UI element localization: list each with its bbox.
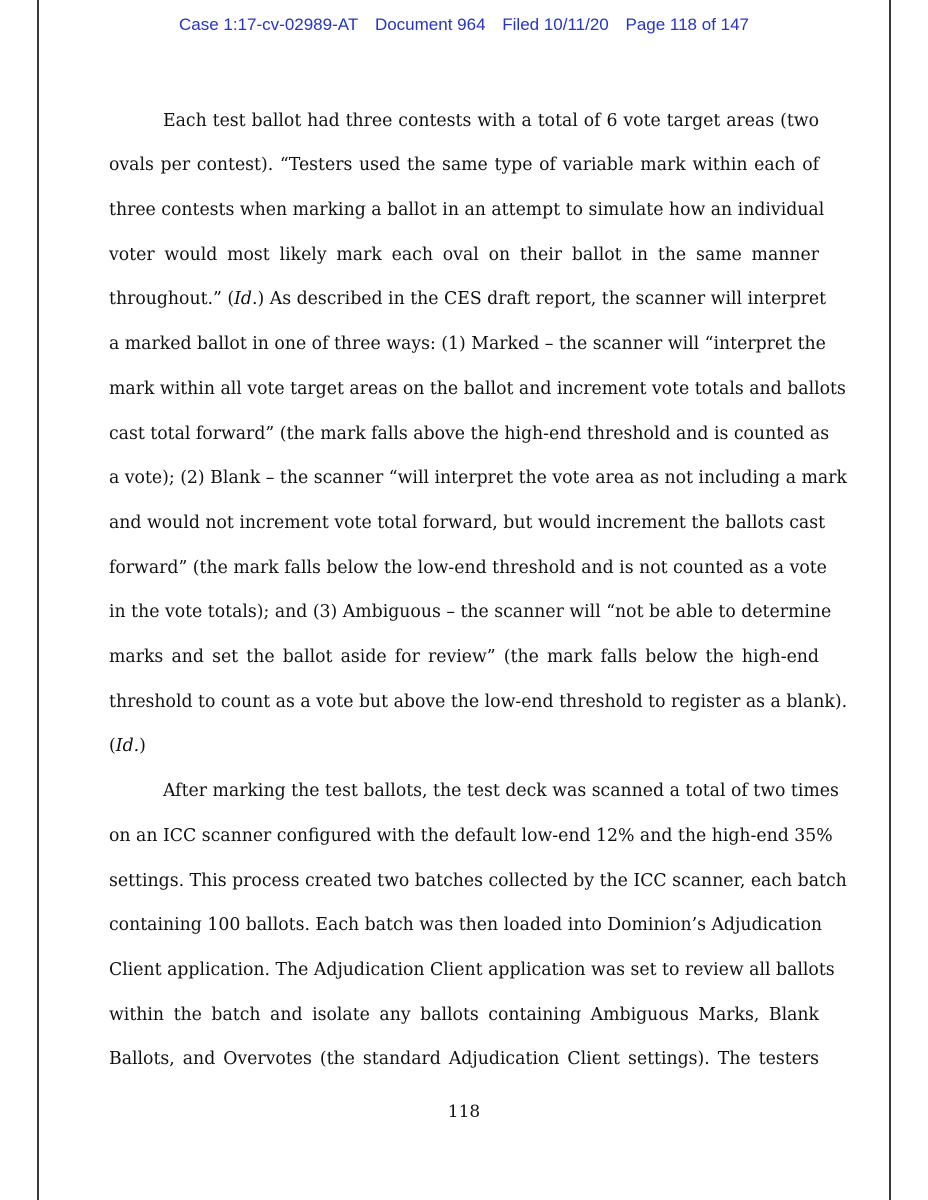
page-indicator: Page 118 of 147 bbox=[625, 15, 749, 34]
right-margin-rule bbox=[889, 0, 891, 1200]
paragraph-2-line-7: Ballots, and Overvotes (the standard Adjudication Client settings). The testers bbox=[109, 1049, 819, 1069]
paragraph-1-line-4: voter would most likely mark each oval on their ballot in the same manner bbox=[109, 245, 819, 265]
paragraph-1-line-15 bbox=[109, 731, 819, 761]
paragraph-1-line-11: forward” (the mark falls below the low-end threshold and is not counted as a vote bbox=[109, 558, 827, 578]
case-number: Case 1:17-cv-02989-AT bbox=[179, 15, 359, 34]
paragraph-1-line-12: in the vote totals); and (3) Ambiguous – the scanner will “not be able to determine bbox=[109, 602, 832, 622]
left-margin-rule bbox=[37, 0, 39, 1200]
text-segment: throughout.” ( bbox=[109, 289, 235, 309]
paragraph-2-line-5: Client application. The Adjudication Client application was set to review all ballots bbox=[109, 960, 835, 980]
paragraph-1-line-3: three contests when marking a ballot in an attempt to simulate how an individual bbox=[109, 200, 825, 220]
page-number: 118 bbox=[447, 1102, 481, 1122]
filed-date: Filed 10/11/20 bbox=[502, 15, 609, 34]
id-citation: Id. bbox=[115, 736, 140, 756]
paragraph-2-line-2: on an ICC scanner configured with the default low-end 12% and the high-end 35% bbox=[109, 826, 833, 846]
paragraph-1-line-9: a vote); (2) Blank – the scanner “will interpret the vote area as not including a mark bbox=[109, 468, 847, 488]
document-number: Document 964 bbox=[374, 15, 486, 34]
paragraph-1-line-2: ovals per contest). “Testers used the same type of variable mark within each of bbox=[109, 155, 819, 175]
id-citation: Id. bbox=[234, 289, 258, 309]
paragraph-1-line-8: cast total forward” (the mark falls above the high-end threshold and is counted as bbox=[109, 424, 830, 444]
paragraph-1-line-1: Each test ballot had three contests with a total of 6 vote target areas (two bbox=[163, 111, 819, 131]
paragraph-2-line-3: settings. This process created two batches collected by the ICC scanner, each batch bbox=[109, 871, 847, 891]
paragraph-1-line-5 bbox=[109, 284, 827, 314]
paragraph-1-line-13: marks and set the ballot aside for review” (the mark falls below the high-end bbox=[109, 647, 819, 667]
paragraph-1-line-14: threshold to count as a vote but above the low-end threshold to register as a blank). bbox=[109, 692, 848, 712]
paragraph-1-line-7: mark within all vote target areas on the ballot and increment vote totals and ballots bbox=[109, 379, 846, 399]
text-segment: ( bbox=[109, 736, 116, 756]
paragraph-2-line-4: containing 100 ballots. Each batch was then loaded into Dominion’s Adjudication bbox=[109, 915, 823, 935]
text-segment: ) As described in the CES draft report, the scanner will interpret bbox=[257, 289, 827, 309]
case-header bbox=[0, 15, 928, 35]
paragraph-2-line-6: within the batch and isolate any ballots containing Ambiguous Marks, Blank bbox=[109, 1005, 819, 1025]
paragraph-1-line-6: a marked ballot in one of three ways: (1) Marked – the scanner will “interpret the bbox=[109, 334, 826, 354]
text-segment: ) bbox=[139, 736, 146, 756]
paragraph-1-line-10: and would not increment vote total forward, but would increment the ballots cast bbox=[109, 513, 826, 533]
paragraph-2-line-1: After marking the test ballots, the test deck was scanned a total of two times bbox=[163, 781, 839, 801]
